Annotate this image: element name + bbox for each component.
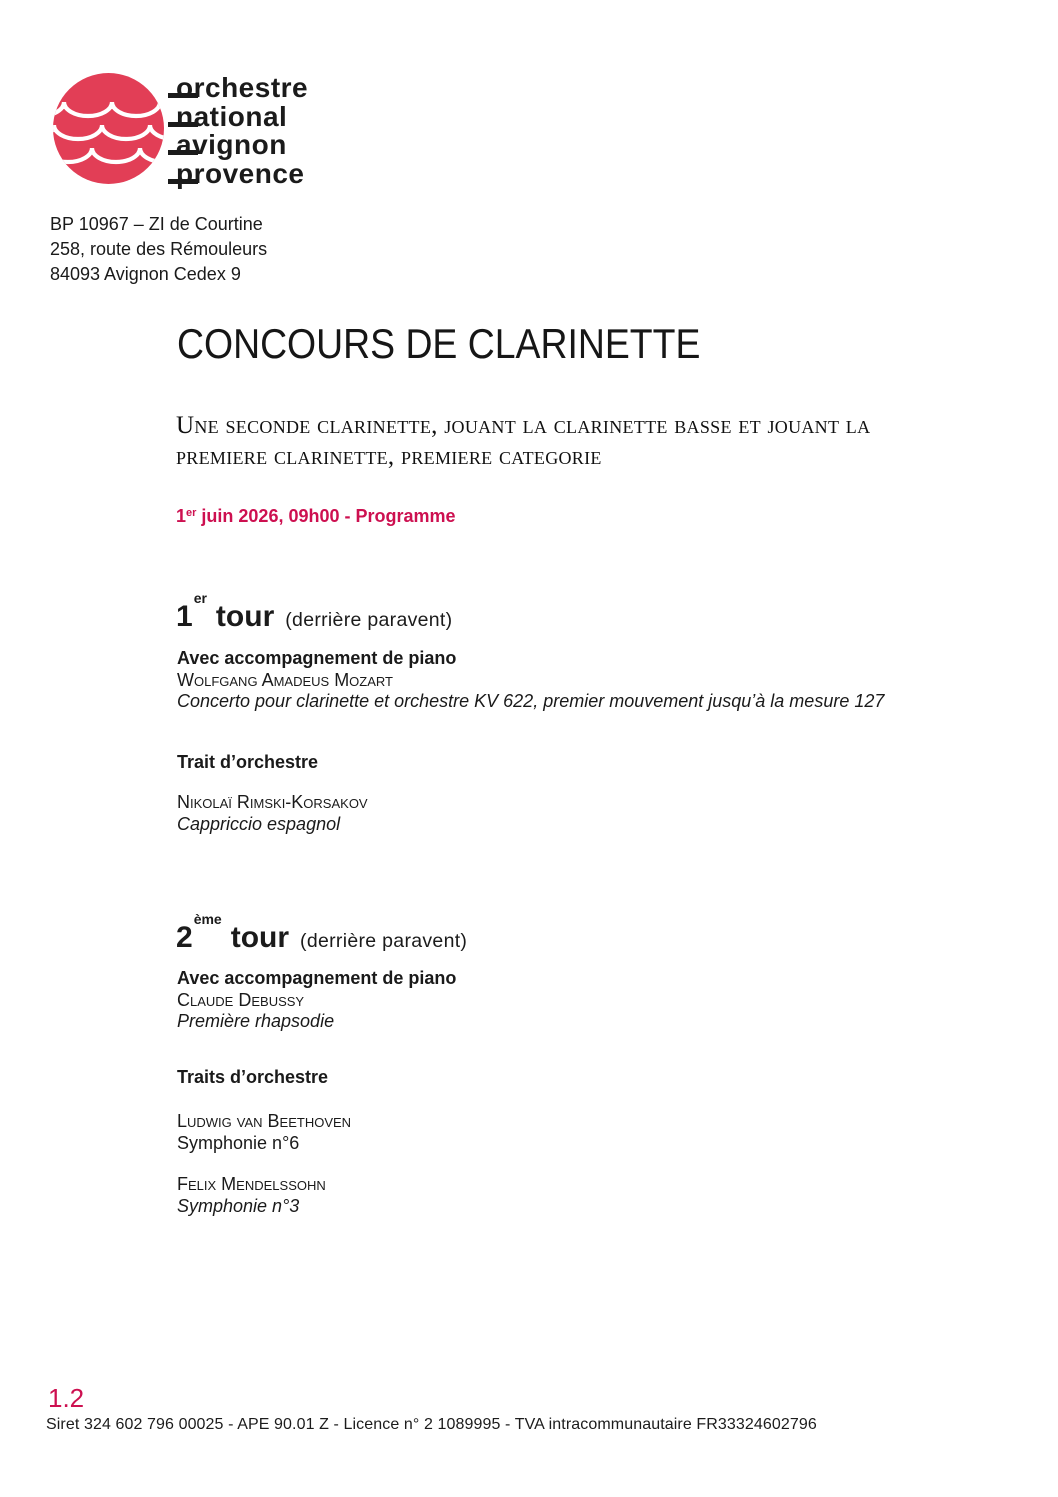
date-text: juin 2026, 09h00 - Programme (201, 506, 456, 526)
footer-legal: Siret 324 602 796 00025 - APE 90.01 Z - Licence n° 2 1089995 - TVA intracommunautaire FR33324602796 (46, 1416, 817, 1433)
tour-number: 2 (176, 921, 193, 954)
section-2-heading (176, 913, 467, 959)
address-block (50, 212, 267, 287)
program-group (177, 968, 456, 1033)
composer-name: Nikolaï Rimski-Korsakov (177, 792, 368, 812)
logo-word: avignon (176, 129, 287, 160)
piece-title: Première rhapsodie (177, 1011, 335, 1031)
page-title: CONCOURS DE CLARINETTE (177, 320, 701, 367)
group-header: Avec accompagnement de piano (177, 968, 457, 988)
composer-name: Ludwig van Beethoven (177, 1111, 352, 1131)
tour-note: (derrière paravent) (285, 609, 453, 631)
section-1-heading (176, 592, 452, 638)
date-ordinal: er (186, 507, 197, 519)
tour-note: (derrière paravent) (300, 930, 468, 952)
subtitle-line: Une seconde clarinette, jouant la clarinette basse et jouant la (176, 412, 871, 439)
subtitle (176, 410, 870, 472)
date-line (176, 506, 456, 527)
composer-name: Felix Mendelssohn (177, 1174, 326, 1194)
composer-name: Claude Debussy (177, 989, 305, 1010)
piece-title: Symphonie n°6 (177, 1132, 300, 1153)
address-line: 84093 Avignon Cedex 9 (50, 264, 241, 284)
program-group (177, 1174, 326, 1217)
logo-word: provence (176, 157, 305, 189)
logo-word-line (168, 74, 308, 103)
group-header: Avec accompagnement de piano (177, 648, 457, 668)
subtitle-line: premiere clarinette, premiere categorie (176, 443, 602, 470)
tour-ordinal: er (193, 590, 207, 606)
tour-number: 1 (176, 600, 193, 633)
logo-word-line (168, 100, 308, 132)
logo-waves-icon (53, 73, 164, 184)
address-line: 258, route des Rémouleurs (50, 239, 268, 259)
program-group (177, 1111, 351, 1154)
piece-title: Symphonie n°3 (177, 1195, 300, 1216)
program-group (177, 648, 884, 713)
footer-version: 1.2 (48, 1383, 85, 1413)
subheading-orchestra: Traits d’orchestre (177, 1067, 329, 1087)
piece-title: Cappriccio espagnol (177, 813, 341, 834)
piece-title: Concerto pour clarinette et orchestre KV 622, premier mouvement jusqu’à la mesure 127 (177, 691, 885, 711)
address-line: BP 10967 – ZI de Courtine (50, 214, 263, 234)
tour-label: tour (215, 600, 275, 633)
subheading-orchestra: Trait d’orchestre (177, 752, 319, 772)
logo-word: orchestre (176, 72, 309, 103)
logo-word-line (168, 157, 308, 189)
composer-name: Wolfgang Amadeus Mozart (177, 669, 393, 690)
logo-word: national (176, 100, 288, 132)
logo-word-line (168, 131, 308, 160)
program-group (177, 792, 368, 835)
tour-ordinal: ème (193, 911, 222, 927)
logo-wordmark (168, 74, 308, 188)
tour-label: tour (230, 921, 290, 954)
date-day: 1 (176, 506, 187, 526)
